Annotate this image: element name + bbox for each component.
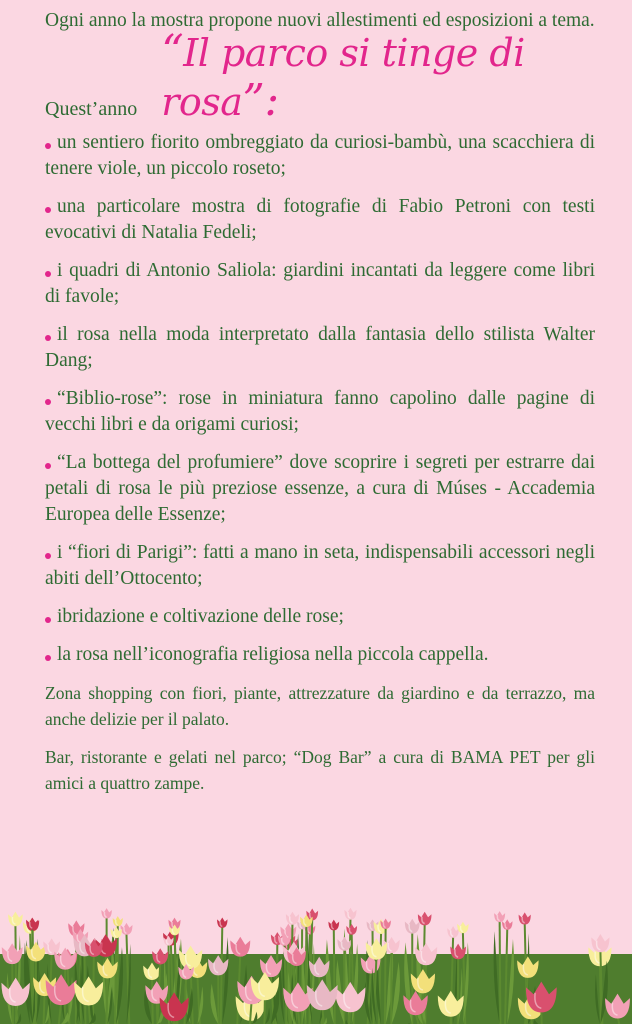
headline — [45, 26, 595, 126]
program-item-text: la rosa nell’iconografia religiosa nella piccola cappella. — [57, 644, 489, 665]
program-item-text: i quadri di Antonio Saliola: giardini incantati da leggere come libri di favole; — [45, 260, 595, 307]
program-item — [45, 604, 595, 630]
bullet-dot-icon — [45, 143, 51, 149]
program-item-text: il rosa nella moda interpretato dalla fantasia dello stilista Walter Dang; — [45, 324, 595, 371]
program-item-text: ibridazione e coltivazione delle rose; — [57, 606, 344, 627]
headline-title-text: Il parco si tinge di rosa — [161, 31, 525, 124]
program-list — [45, 130, 595, 668]
program-item-text: “La bottega del profumiere” dove scoprire i segreti per estrarre dai petali di rosa le più preziose essenze, a cura di Múses - Accademia Europea delle Essenze; — [45, 452, 595, 525]
program-item-text: i “fiori di Parigi”: fatti a mano in seta, indispensabili accessori negli abiti dell’Ottocento; — [45, 542, 595, 589]
program-item — [45, 194, 595, 246]
program-item — [45, 642, 595, 668]
bullet-dot-icon — [45, 463, 51, 469]
bullet-dot-icon — [45, 207, 51, 213]
program-item — [45, 258, 595, 310]
tulip-field-illustration — [0, 899, 632, 1024]
program-item-text: un sentiero fiorito ombreggiato da curiosi-bambù, una scacchiera di tenere viole, un piccolo roseto; — [45, 132, 595, 179]
tulip-field-image — [0, 899, 632, 1024]
bar-paragraph: Bar, ristorante e gelati nel parco; “Dog Bar” a cura di BAMA PET per gli amici a quattro zampe. — [45, 747, 595, 793]
program-item — [45, 130, 595, 182]
program-item-text: “Biblio-rose”: rose in miniatura fanno capolino dalle pagine di vecchi libri e da origami curiosi; — [45, 388, 595, 435]
headline-open-quote: “ — [161, 26, 184, 77]
bullet-dot-icon — [45, 553, 51, 559]
leaflet-content — [45, 8, 595, 808]
bullet-dot-icon — [45, 399, 51, 405]
program-item — [45, 450, 595, 528]
headline-prefix: Quest’anno — [45, 98, 138, 120]
program-item — [45, 322, 595, 374]
bullet-dot-icon — [45, 617, 51, 623]
intro-paragraph: Ogni anno la mostra propone nuovi allestimenti ed esposizioni a tema. — [45, 10, 595, 31]
bullet-dot-icon — [45, 655, 51, 661]
program-item — [45, 540, 595, 592]
headline-title — [161, 28, 595, 126]
program-item — [45, 386, 595, 438]
headline-close-quote: ”: — [242, 75, 279, 126]
bullet-dot-icon — [45, 271, 51, 277]
bullet-dot-icon — [45, 335, 51, 341]
program-item-text: una particolare mostra di fotografie di Fabio Petroni con testi evocativi di Natalia Fedeli; — [45, 196, 595, 243]
shopping-paragraph: Zona shopping con fiori, piante, attrezzature da giardino e da terrazzo, ma anche delizie per il palato. — [45, 683, 595, 729]
